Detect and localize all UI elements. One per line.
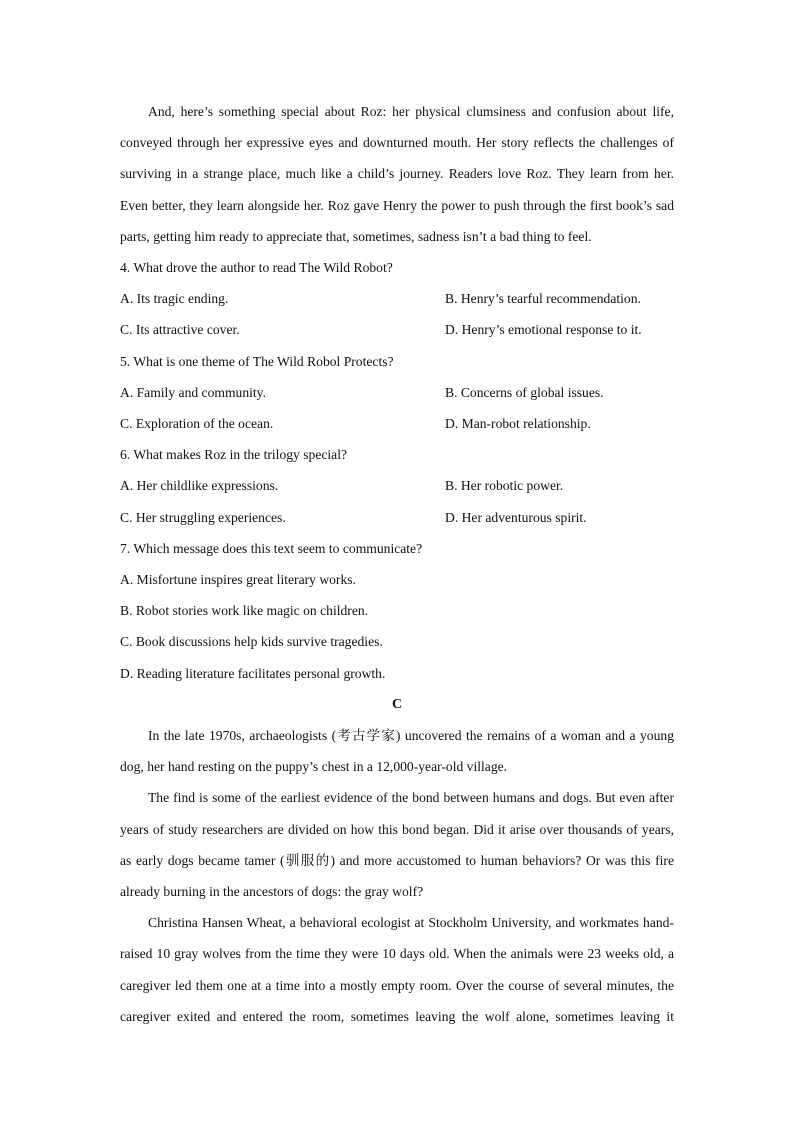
question-4	[120, 252, 674, 346]
question-7	[120, 533, 674, 689]
intro-paragraph: And, here’s something special about Roz: her physical clumsiness and confusion about life, conveyed through her expressive eyes and downturned mouth. Her story reflects the challenges of surviving in a strange place, much like a child’s journey. Readers love Roz. They learn from her. Even better, they learn alongside her. Roz gave Henry the power to push through the first book’s sad parts, getting him ready to appreciate that, sometimes, sadness isn’t a bad thing to feel.	[120, 104, 674, 244]
passage-paragraph: The find is some of the earliest evidence of the bond between humans and dogs. But even after years of study researchers are divided on how this bond began. Did it arise over thousands of years, as early dogs became tamer (驯服的) and more accustomed to human behaviors? Or was this fire already burning in the ancestors of dogs: the gray wolf?	[120, 790, 674, 900]
section-heading: C	[391, 696, 403, 712]
question-5	[120, 346, 674, 440]
option-a: A. Misfortune inspires great literary works.	[120, 572, 356, 588]
question-stem: 5. What is one theme of The Wild Robol Protects?	[120, 353, 394, 369]
question-stem: 6. What makes Roz in the trilogy special?	[120, 447, 348, 463]
question-stem: 4. What drove the author to read The Wild Robot?	[120, 260, 393, 276]
option-c: C. Its attractive cover.	[120, 322, 240, 338]
option-c: C. Exploration of the ocean.	[120, 416, 274, 432]
option-d: D. Man-robot relationship.	[445, 416, 591, 432]
question-6	[120, 439, 674, 533]
option-a: A. Her childlike expressions.	[120, 478, 279, 494]
option-b: B. Robot stories work like magic on children.	[120, 603, 369, 619]
question-stem: 7. Which message does this text seem to communicate?	[120, 540, 423, 556]
option-b: B. Henry’s tearful recommendation.	[445, 291, 641, 307]
option-b: B. Her robotic power.	[445, 478, 564, 494]
option-a: A. Family and community.	[120, 384, 266, 400]
option-b: B. Concerns of global issues.	[445, 384, 604, 400]
document-page	[120, 96, 674, 1032]
option-d: D. Reading literature facilitates personal growth.	[120, 665, 386, 681]
option-d: D. Her adventurous spirit.	[445, 509, 587, 525]
passage-paragraph: In the late 1970s, archaeologists (考古学家) uncovered the remains of a woman and a young dog, her hand resting on the puppy’s chest in a 12,000-year-old village.	[120, 728, 674, 775]
option-d: D. Henry’s emotional response to it.	[445, 322, 642, 338]
passage-paragraph: Christina Hansen Wheat, a behavioral ecologist at Stockholm University, and workmates hand-raised 10 gray wolves from the time they were 10 days old. When the animals were 23 weeks old, a caregiver led them one at a time into a mostly empty room. Over the course of several minutes, the caregiver exited and entered the room, sometimes leaving the wolf alone, sometimes leaving it	[120, 915, 674, 1024]
option-c: C. Her struggling experiences.	[120, 509, 286, 525]
option-a: A. Its tragic ending.	[120, 291, 229, 307]
option-c: C. Book discussions help kids survive tragedies.	[120, 634, 383, 650]
